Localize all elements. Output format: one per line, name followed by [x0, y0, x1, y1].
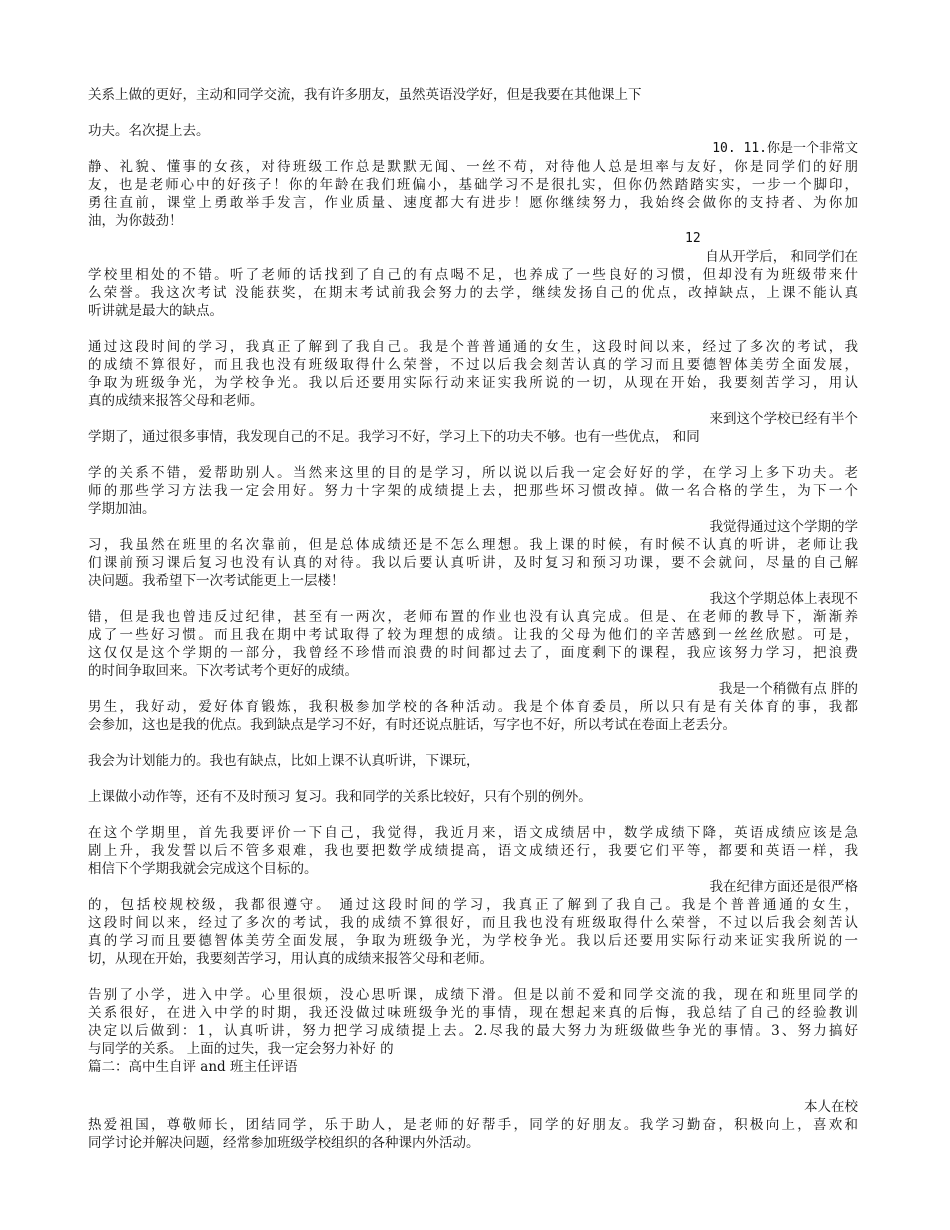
text-line: 同学讨论并解决问题，经常参加班级学校组织的各种课内外活动。	[88, 1135, 480, 1151]
text-line: 告别了小学，进入中学。心里很烦，没心思听课，成绩下滑。但是以前不爱和同学交流的我，现在和班里同学的	[88, 987, 858, 1003]
text-line: 学的关系不错，爱帮助别人。当然来这里的目的是学习，所以说以后我一定会好好的学，在学习上多下功夫。老	[88, 465, 858, 481]
text-line: 学期加油。	[88, 501, 156, 517]
paragraph-gap	[88, 446, 858, 464]
paragraph-gap	[88, 104, 858, 122]
text-line: 热爱祖国，尊敬师长，团结同学，乐于助人，是老师的好帮手，同学的好朋友。我学习勤奋，积极向上，喜欢和	[88, 1117, 858, 1133]
text-line: 的时间争取回来。下次考试考个更好的成绩。	[88, 663, 358, 679]
paragraph-gap	[88, 734, 858, 752]
text-line: 错，但是我也曾违反过纪律，甚至有一两次，老师布置的作业也没有认真完成。但是、在老师的教导下，渐渐养	[88, 609, 858, 625]
text-line: 真的成绩来报答父母和老师。	[88, 393, 264, 409]
text-line: 功夫。名次提上去。	[88, 123, 210, 139]
text-line: 我是一个稍微有点 胖的	[718, 681, 858, 697]
text-line: 么荣誉。我这次考试 没能获奖，在期末考试前我会努力的去学，继续发扬自己的优点，改掉缺点，上课不能认真	[88, 285, 858, 301]
text-line: 我觉得通过这个学期的学	[709, 519, 858, 535]
text-line: 决问题。我希望下一次考试能更上一层楼！	[88, 573, 345, 589]
text-line: 关系很好，在进入中学的时期，我还没做过味班级争光的事情，现在想起来真的后悔，我总结了自己的经验教训	[88, 1005, 858, 1021]
text-line: 关系上做的更好，主动和同学交流，我有许多朋友，虽然英语没学好，但是我要在其他课上下	[88, 87, 642, 103]
text-line: 相信下个学期我就会完成这个目标的。	[88, 861, 318, 877]
text-line: 学校里相处的不错。听了老师的话找到了自己的有点喝不足，也养成了一些良好的习惯，但却没有为班级带来什	[88, 267, 858, 283]
text-line: 12	[685, 231, 701, 246]
text-line: 听讲就是最大的缺点。	[88, 303, 223, 319]
text-line: 篇二：高中生自评 and 班主任评语	[88, 1059, 298, 1075]
paragraph-gap	[88, 968, 858, 986]
text-line: 本人在校	[804, 1099, 858, 1115]
text-line: 们课前预习课后复习也没有认真的对待。我以后要认真听讲，及时复习和预习功课，要不会就问，尽量的自己解	[88, 555, 858, 571]
text-line: 这仅仅是这个学期的一部分，我曾经不珍惜而浪费的时间都过去了，面度剩下的课程，我应该努力学习，把浪费	[88, 645, 858, 661]
text-line: 争取为班级争光，为学校争光。我以后还要用实际行动来证实我所说的一切，从现在开始，我要刻苦学习，用认	[88, 375, 858, 391]
text-line: 剧上升，我发誓以后不管多艰难，我也要把数学成绩提高，语文成绩还行，我要它们平等，都要和英语一样，我	[88, 843, 858, 859]
paragraph-gap	[88, 806, 858, 824]
paragraph-gap	[88, 770, 858, 788]
text-line: 自从开学后， 和同学们在	[705, 249, 858, 265]
text-line: 这段时间以来，经过了多次的考试，我的成绩不算很好，而且我也没有班级取得什么荣誉，不过以后我会刻苦认	[88, 915, 858, 931]
text-line: 决定以后做到：1，认真听讲，努力把学习成绩提上去。2.尽我的最大努力为班级做些争光的事情。3、努力搞好	[88, 1023, 858, 1039]
text-line: 师的那些学习方法我一定会用好。努力十字架的成绩提上去，把那些坏习惯改掉。做一名合格的学生，为下一个	[88, 483, 858, 499]
text-line: 的，包括校规校级，我都很遵守。 通过这段时间的学习，我真正了解到了我自己。我是个普普通通的女生，	[88, 897, 858, 913]
text-line: 习，我虽然在班里的名次靠前，但是总体成绩还是不怎么理想。我上课的时候，有时候不认真的听讲，老师让我	[88, 537, 858, 553]
text-line: 通过这段时间的学习，我真正了解到了我自己。我是个普普通通的女生，这段时间以来，经过了多次的考试，我	[88, 339, 858, 355]
text-line: 切，从现在开始，我要刻苦学习，用认真的成绩来报答父母和老师。	[88, 951, 493, 967]
text-line: 男生，我好动，爱好体育锻炼，我积极参加学校的各种活动。我是个体育委员，所以只有是有关体育的事，我都	[88, 699, 858, 715]
text-line: 10. 11.你是一个非常文	[712, 141, 858, 156]
text-line: 与同学的关系。 上面的过失，我一定会努力补好 的	[88, 1041, 394, 1057]
text-line: 静、礼貌、懂事的女孩，对待班级工作总是默默无闻、一丝不苟，对待他人总是坦率与友好，你是同学们的好朋	[88, 159, 858, 175]
paragraph-gap	[88, 1076, 858, 1094]
text-line: 油，为你鼓劲！	[88, 213, 183, 229]
text-line: 学期了，通过很多事情，我发现自己的不足。我学习不好，学习上下的功夫不够。也有一些优点， 和同	[88, 429, 700, 445]
text-line: 我在纪律方面还是很严格	[709, 879, 858, 895]
text-line: 勇往直前，课堂上勇敢举手发言，作业质量、速度都大有进步！愿你继续努力，我始终会做你的支持者、为你加	[88, 195, 858, 211]
text-line: 的成绩不算很好，而且我也没有班级取得什么荣誉，不过以后我会刻苦认真的学习而且要德智体美劳全面发展，	[88, 357, 858, 373]
text-line: 在这个学期里，首先我要评价一下自己，我觉得，我近月来，语文成绩居中，数学成绩下降，英语成绩应该是急	[88, 825, 858, 841]
text-line: 来到这个学校已经有半个	[709, 411, 858, 427]
text-line: 成了一些好习惯。而且我在期中考试取得了较为理想的成绩。让我的父母为他们的辛苦感到一丝丝欣慰。可是，	[88, 627, 858, 643]
document-body	[88, 86, 858, 1152]
text-line: 我会为计划能力的。我也有缺点，比如上课不认真听讲，下课玩，	[88, 753, 480, 769]
paragraph-gap	[88, 320, 858, 338]
text-line: 上课做小动作等，还有不及时预习 复习。我和同学的关系比较好，只有个别的例外。	[88, 789, 592, 805]
text-line: 真的学习而且要德智体美劳全面发展，争取为班级争光，为学校争光。我以后还要用实际行动来证实我所说的一	[88, 933, 858, 949]
text-line: 友，也是老师心中的好孩子！你的年龄在我们班偏小，基础学习不是很扎实，但你仍然踏踏实实，一步一个脚印，	[88, 177, 858, 193]
text-line: 会参加，这也是我的优点。我到缺点是学习不好，有时还说点脏话，写字也不好，所以考试在卷面上老丢分。	[88, 717, 736, 733]
text-line: 我这个学期总体上表现不	[709, 591, 858, 607]
